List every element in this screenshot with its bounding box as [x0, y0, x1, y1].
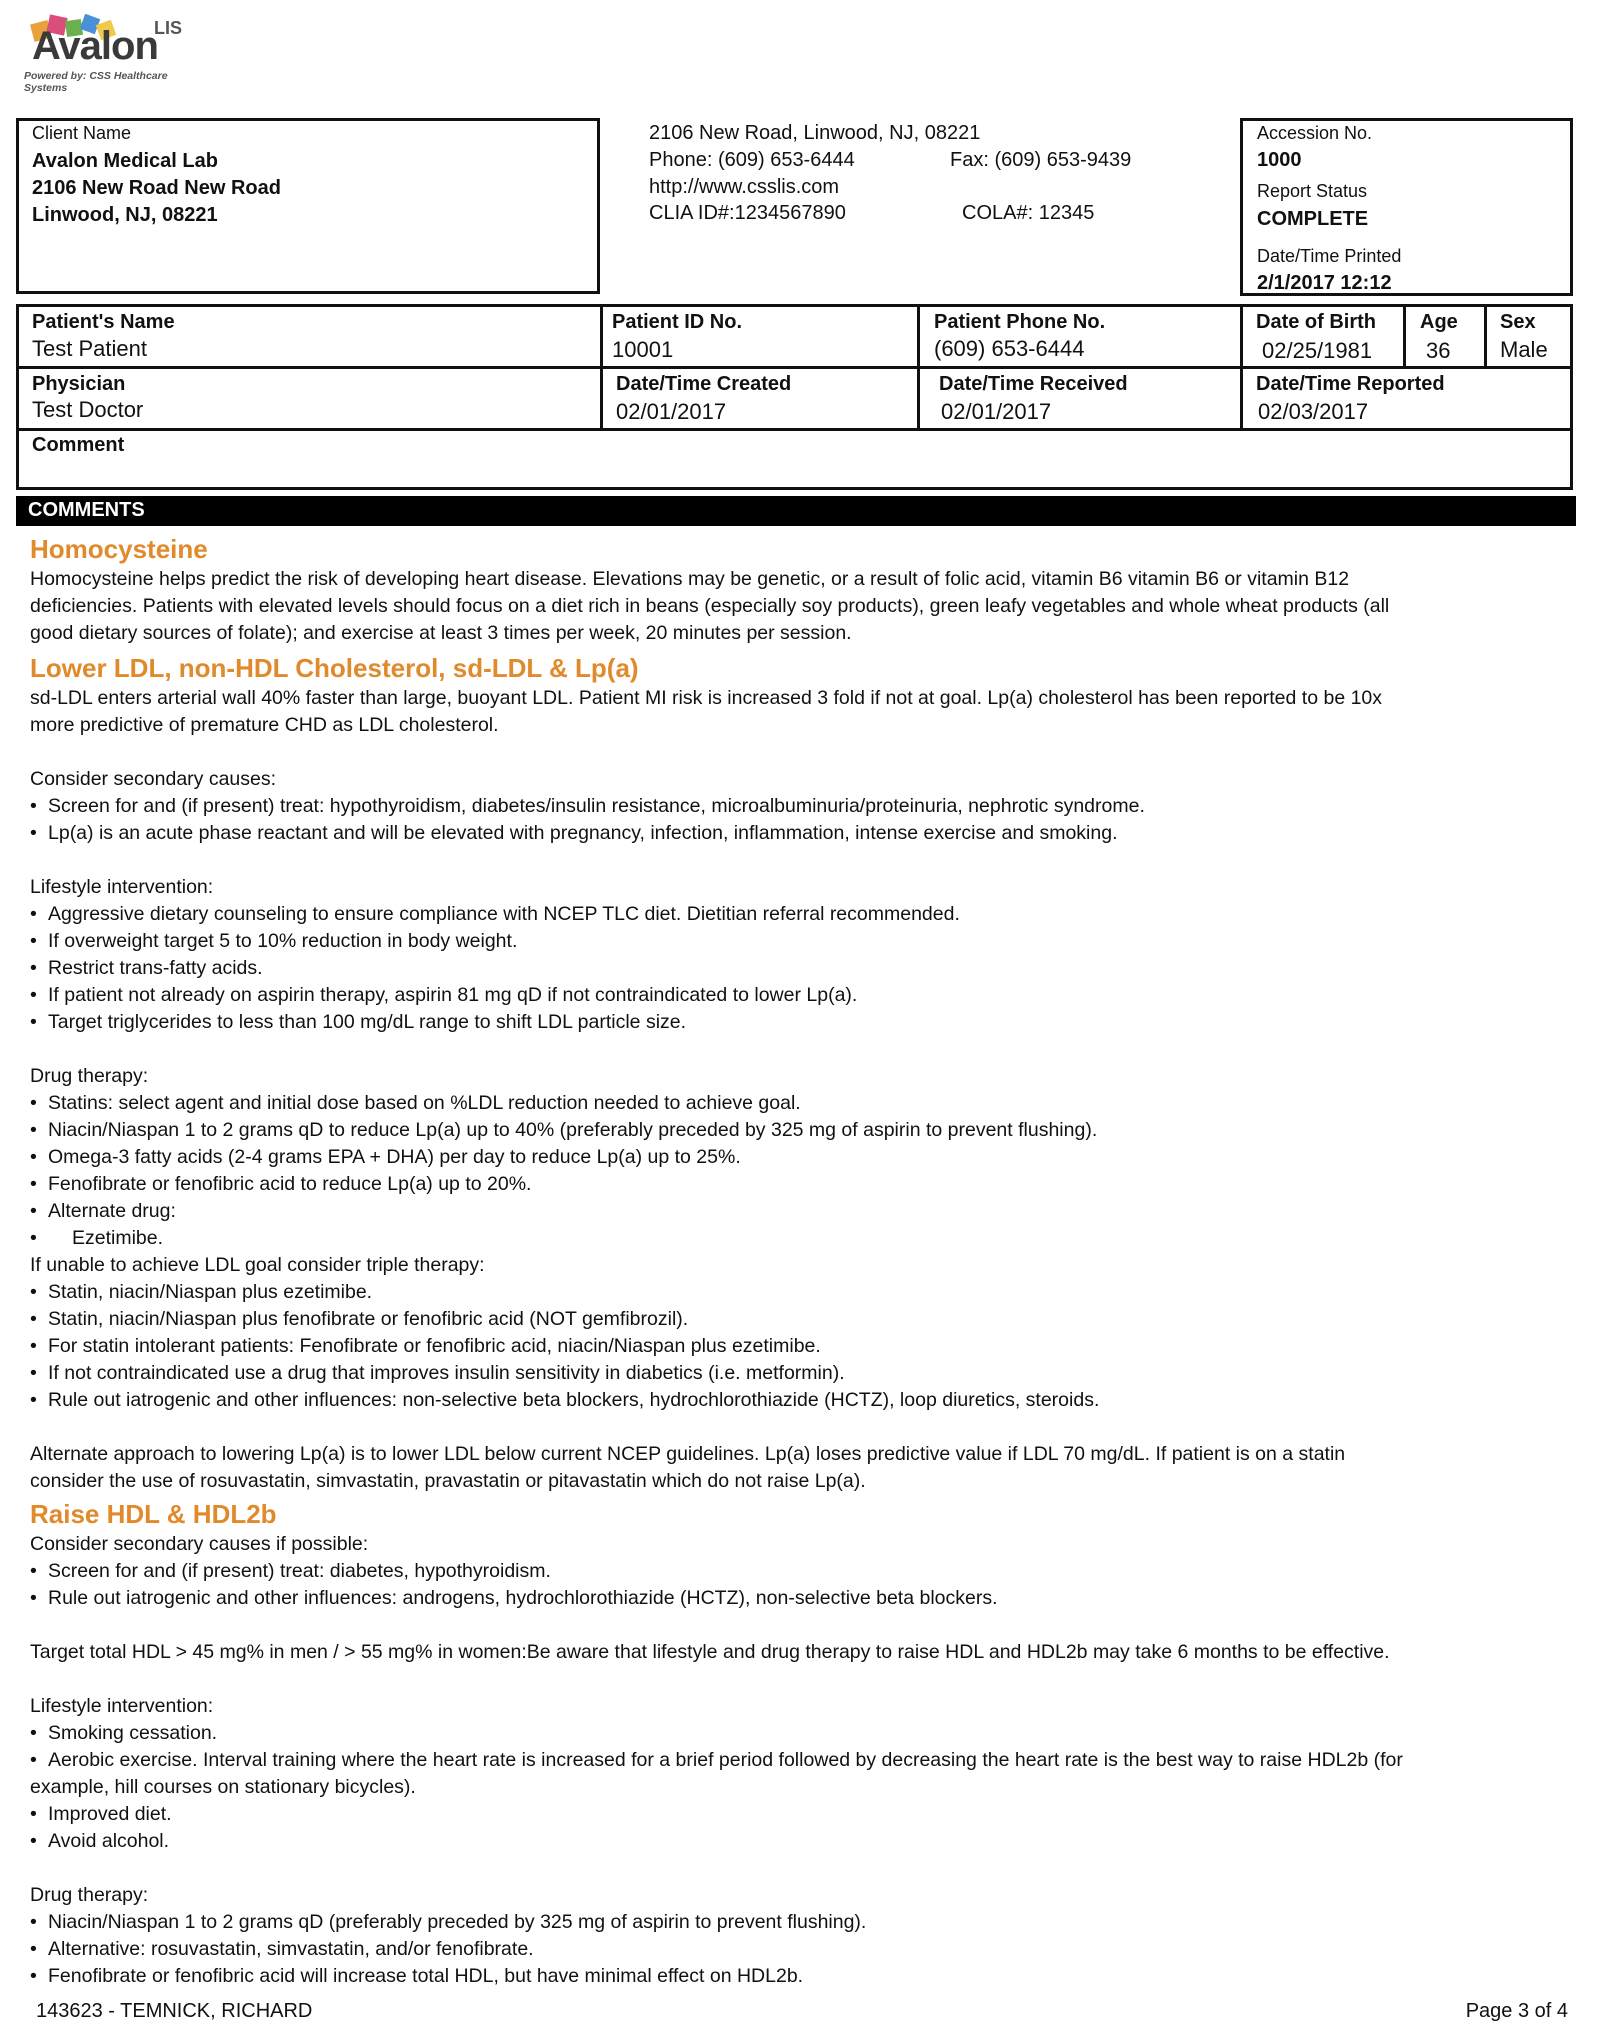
grid-divider: [1484, 304, 1487, 366]
list-item: • Lp(a) is an acute phase reactant and will be elevated with pregnancy, infection, inflammation, intense exercise and smoking.: [30, 820, 1570, 847]
avalon-logo: [22, 14, 192, 94]
paragraph: example, hill courses on stationary bicycles).: [30, 1776, 416, 1798]
lab-clia: CLIA ID#:1234567890: [649, 202, 846, 224]
list-item: • Fenofibrate or fenofibric acid will increase total HDL, but have minimal effect on HDL2b.: [30, 1963, 1570, 1990]
received-date: 02/01/2017: [941, 399, 1052, 424]
list-item: • Statin, niacin/Niaspan plus ezetimibe.: [30, 1279, 1570, 1306]
paragraph: more predictive of premature CHD as LDL cholesterol.: [30, 714, 499, 736]
reported-label: Date/Time Reported: [1256, 373, 1445, 395]
patient-id-label: Patient ID No.: [612, 311, 743, 333]
logo-suffix: LIS: [154, 18, 183, 38]
list-item: • Statins: select agent and initial dose based on %LDL reduction needed to achieve goal.: [30, 1090, 1570, 1117]
report-status: COMPLETE: [1257, 208, 1369, 230]
paragraph: Target total HDL > 45 mg% in men / > 55 mg% in women:Be aware that lifestyle and drug therapy to raise HDL and HDL2b may take 6 months to be effective.: [30, 1641, 1390, 1663]
patient-name-label: Patient's Name: [32, 311, 175, 333]
list-item: • If patient not already on aspirin therapy, aspirin 81 mg qD if not contraindicated to lower Lp(a).: [30, 982, 1570, 1009]
age-value: 36: [1426, 338, 1451, 363]
lab-cola: COLA#: 12345: [962, 202, 1095, 224]
lab-phone: Phone: (609) 653-6444: [649, 149, 855, 171]
list-item: • Target triglycerides to less than 100 mg/dL range to shift LDL particle size.: [30, 1009, 1570, 1036]
section-title-homocysteine: Homocysteine: [30, 534, 208, 564]
subheading: Consider secondary causes:: [30, 768, 277, 790]
paragraph: Alternate approach to lowering Lp(a) is to lower LDL below current NCEP guidelines. Lp(a) loses predictive value if LDL 70 mg/dL. If patient is on a statin: [30, 1443, 1346, 1465]
list-item: • Niacin/Niaspan 1 to 2 grams qD (preferably preceded by 325 mg of aspirin to prevent flushing).: [30, 1909, 1570, 1936]
comments-header: COMMENTS: [28, 499, 145, 521]
grid-divider: [16, 366, 1573, 369]
list-item: • Rule out iatrogenic and other influences: non-selective beta blockers, hydrochlorothiazide (HCTZ), loop diuretics, steroids.: [30, 1387, 1570, 1414]
sex-label: Sex: [1500, 311, 1536, 333]
list-item: • Niacin/Niaspan 1 to 2 grams qD to reduce Lp(a) up to 40% (preferably preceded by 325 mg of aspirin to prevent flushing).: [30, 1117, 1570, 1144]
list-item: • Alternate drug:: [30, 1198, 1570, 1225]
dob-label: Date of Birth: [1256, 311, 1376, 333]
reported-date: 02/03/2017: [1258, 399, 1369, 424]
list-item: • If overweight target 5 to 10% reduction in body weight.: [30, 928, 1570, 955]
list-item: • Ezetimibe.: [30, 1225, 1570, 1252]
comment-label: Comment: [32, 434, 125, 456]
list-item: • Aggressive dietary counseling to ensure compliance with NCEP TLC diet. Dietitian referral recommended.: [30, 901, 1570, 928]
comments-body: [30, 532, 1570, 1990]
printed-datetime: 2/1/2017 12:12: [1257, 272, 1392, 294]
client-name: Avalon Medical Lab: [32, 150, 218, 172]
list-item: • Restrict trans-fatty acids.: [30, 955, 1570, 982]
patient-phone: (609) 653-6444: [934, 336, 1085, 361]
accession-number: 1000: [1257, 149, 1302, 171]
list-item: • If not contraindicated use a drug that improves insulin sensitivity in diabetics (i.e. metformin).: [30, 1360, 1570, 1387]
list-item: • Screen for and (if present) treat: hypothyroidism, diabetes/insulin resistance, microalbuminuria/proteinuria, nephrotic syndrome.: [30, 793, 1570, 820]
footer-page-number: Page 3 of 4: [1465, 2000, 1568, 2022]
received-label: Date/Time Received: [939, 373, 1128, 395]
list-item: • Improved diet.: [30, 1801, 1570, 1828]
patient-phone-label: Patient Phone No.: [934, 311, 1106, 333]
logo-wordmark: Avalon: [32, 24, 158, 68]
logo-tagline: Powered by: CSS Healthcare Systems: [24, 70, 168, 94]
subheading: Lifestyle intervention:: [30, 1695, 214, 1717]
section-title-ldl: Lower LDL, non-HDL Cholesterol, sd-LDL & Lp(a): [30, 653, 639, 683]
client-address-line1: 2106 New Road New Road: [32, 177, 281, 199]
list-item: • Alternative: rosuvastatin, simvastatin, and/or fenofibrate.: [30, 1936, 1570, 1963]
subheading: Drug therapy:: [30, 1065, 149, 1087]
list-item: • Screen for and (if present) treat: diabetes, hypothyroidism.: [30, 1558, 1570, 1585]
printed-label: Date/Time Printed: [1257, 246, 1402, 266]
patient-name: Test Patient: [32, 336, 147, 361]
client-address-line2: Linwood, NJ, 08221: [32, 204, 218, 226]
section-title-hdl: Raise HDL & HDL2b: [30, 1499, 277, 1529]
report-box: [1240, 118, 1573, 296]
grid-divider: [16, 428, 1573, 431]
physician-name: Test Doctor: [32, 397, 144, 422]
age-label: Age: [1420, 311, 1458, 333]
paragraph: deficiencies. Patients with elevated levels should focus on a diet rich in beans (especially soy products), green leafy vegetables and whole wheat products (all: [30, 595, 1390, 617]
paragraph: good dietary sources of folate); and exercise at least 3 times per week, 20 minutes per session.: [30, 622, 852, 644]
list-item: • Omega-3 fatty acids (2-4 grams EPA + DHA) per day to reduce Lp(a) up to 25%.: [30, 1144, 1570, 1171]
created-label: Date/Time Created: [616, 373, 792, 395]
grid-divider: [1240, 304, 1243, 428]
grid-divider: [917, 304, 920, 428]
accession-label: Accession No.: [1257, 123, 1373, 143]
list-item: • Aerobic exercise. Interval training where the heart rate is increased for a brief period followed by decreasing the heart rate is the best way to raise HDL2b (for: [30, 1747, 1570, 1774]
footer-patient-ref: 143623 - TEMNICK, RICHARD: [36, 2000, 313, 2022]
paragraph: sd-LDL enters arterial wall 40% faster than large, buoyant LDL. Patient MI risk is increased 3 fold if not at goal. Lp(a) cholesterol has been reported to be 10x: [30, 687, 1383, 709]
grid-divider: [1403, 304, 1406, 366]
subheading: If unable to achieve LDL goal consider triple therapy:: [30, 1254, 485, 1276]
lab-fax: Fax: (609) 653-9439: [950, 149, 1132, 171]
grid-divider: [600, 304, 603, 428]
subheading: Drug therapy:: [30, 1884, 149, 1906]
physician-label: Physician: [32, 373, 126, 395]
list-item: • Smoking cessation.: [30, 1720, 1570, 1747]
list-item: • Rule out iatrogenic and other influences: androgens, hydrochlorothiazide (HCTZ), non-selective beta blockers.: [30, 1585, 1570, 1612]
lab-website[interactable]: http://www.csslis.com: [649, 176, 840, 198]
dob-value: 02/25/1981: [1262, 338, 1373, 363]
list-item: • Statin, niacin/Niaspan plus fenofibrate or fenofibric acid (NOT gemfibrozil).: [30, 1306, 1570, 1333]
list-item: • For statin intolerant patients: Fenofibrate or fenofibric acid, niacin/Niaspan plus ezetimibe.: [30, 1333, 1570, 1360]
lab-address: 2106 New Road, Linwood, NJ, 08221: [649, 122, 981, 144]
client-name-label: Client Name: [32, 123, 132, 143]
list-item: • Avoid alcohol.: [30, 1828, 1570, 1855]
created-date: 02/01/2017: [616, 399, 727, 424]
subheading: Lifestyle intervention:: [30, 876, 214, 898]
subheading: Consider secondary causes if possible:: [30, 1533, 369, 1555]
comments-header-bar: [16, 496, 1576, 526]
report-status-label: Report Status: [1257, 181, 1368, 201]
list-item: • Fenofibrate or fenofibric acid to reduce Lp(a) up to 20%.: [30, 1171, 1570, 1198]
sex-value: Male: [1500, 337, 1548, 362]
paragraph: consider the use of rosuvastatin, simvastatin, pravastatin or pitavastatin which do not raise Lp(a).: [30, 1470, 866, 1492]
patient-id: 10001: [612, 337, 674, 362]
paragraph: Homocysteine helps predict the risk of developing heart disease. Elevations may be genetic, or a result of folic acid, vitamin B6 vitamin B6 or vitamin B12: [30, 568, 1350, 590]
